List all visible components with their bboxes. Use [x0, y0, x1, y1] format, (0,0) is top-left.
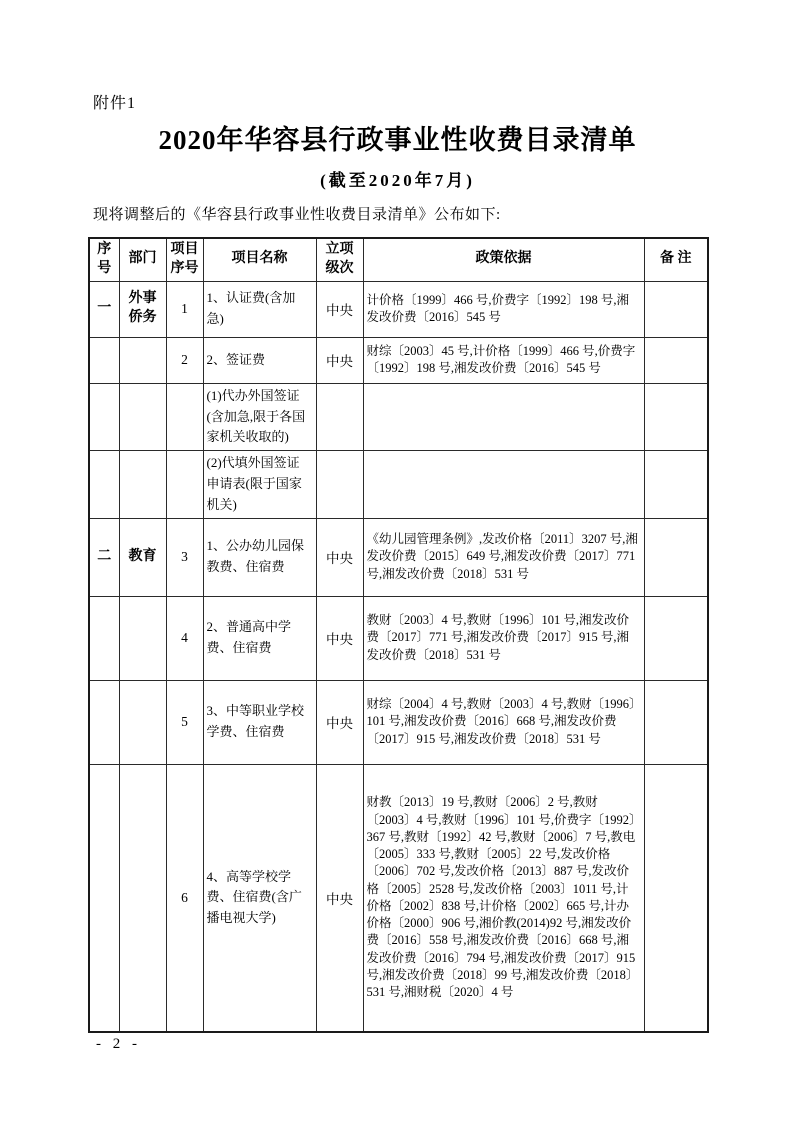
- cell-remark: [644, 596, 708, 680]
- table-row: [89, 518, 708, 596]
- cell-level: [316, 383, 363, 450]
- cell-level: 中央: [316, 337, 363, 383]
- col-header-seq-label: 序号: [97, 242, 112, 276]
- table-row: [89, 764, 708, 1032]
- cell-level: 中央: [316, 596, 363, 680]
- cell-item-no: 4: [166, 596, 203, 680]
- cell-item-no: 6: [166, 764, 203, 1032]
- cell-item-name: 2、签证费: [203, 337, 316, 383]
- cell-seq: 二: [89, 518, 119, 596]
- cell-item-name: 1、认证费(含加急): [203, 281, 316, 337]
- cell-seq: [89, 337, 119, 383]
- cell-seq: [89, 451, 119, 518]
- page-title: 2020年华容县行政事业性收费目录清单: [158, 125, 637, 155]
- cell-policy: 计价格〔1999〕466 号,价费字〔1992〕198 号,湘发改价费〔2016〕545 号: [363, 281, 644, 337]
- cell-policy: [363, 383, 644, 450]
- cell-item-no: 5: [166, 680, 203, 764]
- cell-dept: [119, 680, 166, 764]
- cell-dept: [119, 383, 166, 450]
- table-row: [89, 383, 708, 450]
- table-row: [89, 451, 708, 518]
- cell-seq: [89, 383, 119, 450]
- cell-remark: [644, 764, 708, 1032]
- col-header-dept: 部门: [119, 238, 166, 281]
- col-header-level-label: 立项级次: [325, 242, 354, 276]
- cell-item-no: 3: [166, 518, 203, 596]
- cell-remark: [644, 451, 708, 518]
- cell-policy: 财教〔2013〕19 号,教财〔2006〕2 号,教财〔2003〕4 号,教财〔1996〕101 号,价费字〔1992〕367 号,教财〔1992〕42 号,教财〔2006〕7 号,教电〔2005〕333 号,教财〔2005〕22 号,发改价格〔2006〕702 号,发改价格〔2013〕887 号,发改价格〔2005〕2528 号,发改价格〔2003〕1011 号,计价格〔2002〕838 号,计价格〔2002〕665 号,计办价格〔2000〕906 号,湘价教(2014)92 号,湘发改价费〔2016〕558 号,湘发改价费〔2016〕668 号,湘发改价费〔2016〕794 号,湘发改价费〔2017〕915 号,湘发改价费〔2018〕99 号,湘发改价费〔2018〕531 号,湘财税〔2020〕4 号: [363, 764, 644, 1032]
- page-subtitle: (截至2020年7月): [320, 171, 475, 190]
- cell-dept: 教育: [119, 518, 166, 596]
- cell-seq: [89, 680, 119, 764]
- cell-item-no: 2: [166, 337, 203, 383]
- cell-seq: [89, 764, 119, 1032]
- cell-dept: [119, 596, 166, 680]
- cell-level: 中央: [316, 764, 363, 1032]
- attachment-label: 附件1: [93, 95, 137, 112]
- table-row: [89, 596, 708, 680]
- cell-remark: [644, 518, 708, 596]
- cell-remark: [644, 337, 708, 383]
- cell-item-no: 1: [166, 281, 203, 337]
- cell-policy: 教财〔2003〕4 号,教财〔1996〕101 号,湘发改价费〔2017〕771 号,湘发改价费〔2017〕915 号,湘发改价费〔2018〕531 号: [363, 596, 644, 680]
- col-header-remark: 备 注: [644, 238, 708, 281]
- cell-level: 中央: [316, 680, 363, 764]
- table-row: [89, 281, 708, 337]
- fee-list-table: [88, 237, 709, 1033]
- cell-level: 中央: [316, 281, 363, 337]
- cell-policy: 《幼儿园管理条例》,发改价格〔2011〕3207 号,湘发改价费〔2015〕649 号,湘发改价费〔2017〕771 号,湘发改价费〔2018〕531 号: [363, 518, 644, 596]
- cell-item-no: [166, 383, 203, 450]
- cell-item-name: 2、普通高中学费、住宿费: [203, 596, 316, 680]
- intro-text: 现将调整后的《华容县行政事业性收费目录清单》公布如下:: [93, 207, 501, 223]
- col-header-item-no: [166, 238, 203, 281]
- cell-item-name: 1、公办幼儿园保教费、住宿费: [203, 518, 316, 596]
- cell-policy: 财综〔2004〕4 号,教财〔2003〕4 号,教财〔1996〕101 号,湘发改价费〔2016〕668 号,湘发改价费〔2017〕915 号,湘发改价费〔2018〕531 号: [363, 680, 644, 764]
- cell-item-name: (1)代办外国签证(含加急,限于各国家机关收取的): [203, 383, 316, 450]
- cell-policy: [363, 451, 644, 518]
- page-number: - 2 -: [96, 1036, 141, 1052]
- col-header-policy: 政策依据: [363, 238, 644, 281]
- cell-item-name: (2)代填外国签证申请表(限于国家机关): [203, 451, 316, 518]
- cell-dept: [119, 451, 166, 518]
- cell-item-name: 4、高等学校学费、住宿费(含广播电视大学): [203, 764, 316, 1032]
- cell-remark: [644, 680, 708, 764]
- cell-seq: [89, 596, 119, 680]
- cell-level: [316, 451, 363, 518]
- cell-level: 中央: [316, 518, 363, 596]
- cell-seq: 一: [89, 281, 119, 337]
- table-row: [89, 337, 708, 383]
- cell-dept: [119, 337, 166, 383]
- cell-item-name: 3、中等职业学校学费、住宿费: [203, 680, 316, 764]
- col-header-level: [316, 238, 363, 281]
- cell-remark: [644, 383, 708, 450]
- col-header-seq: [89, 238, 119, 281]
- cell-remark: [644, 281, 708, 337]
- table-header-row: [89, 238, 708, 281]
- table-row: [89, 680, 708, 764]
- cell-dept: 外事侨务: [119, 281, 166, 337]
- cell-dept: [119, 764, 166, 1032]
- col-header-item-no-label: 项目序号: [170, 242, 199, 276]
- cell-policy: 财综〔2003〕45 号,计价格〔1999〕466 号,价费字〔1992〕198 号,湘发改价费〔2016〕545 号: [363, 337, 644, 383]
- col-header-item-name: 项目名称: [203, 238, 316, 281]
- cell-item-no: [166, 451, 203, 518]
